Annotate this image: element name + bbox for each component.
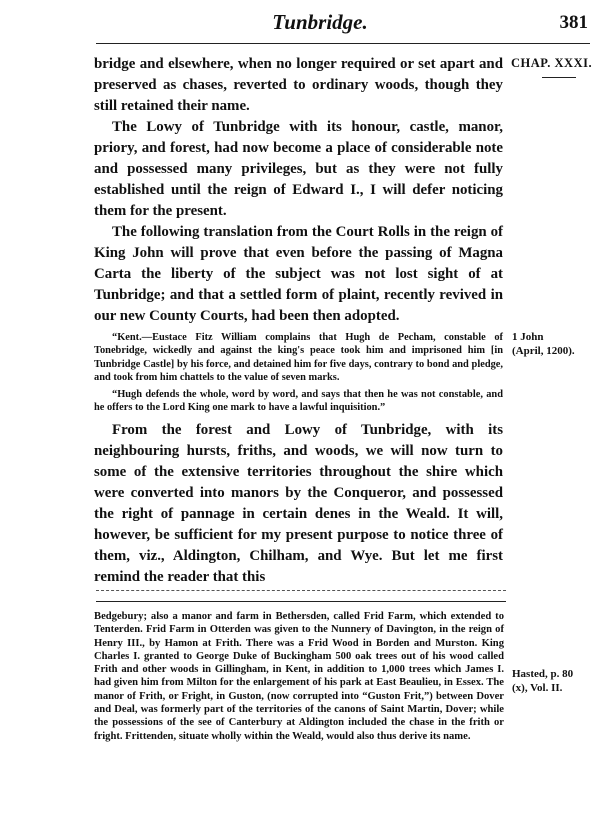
date-line-2: (April, 1200). [512, 345, 575, 357]
paragraph-continued: bridge and elsewhere, when no longer required or set apart and preserved as chases, reverted to ordinary woods, though they still retained their name. [94, 56, 503, 114]
chapter-marginal-note: CHAP. XXXI. [511, 56, 593, 70]
footnote-text: Bedgebury; also a manor and farm in Bethersden, called Frid Farm, which extended to Tenterden. Frid Farm in Otterden was given to the Nunnery of Davington, in the reign of Henry III., by Hamon at Frith. There was a Frid Wood in Borden and Murston. King Charles I. granted to George Duke of Buckingham 500 oak trees out of his wood called Frith and other woods in Gillingham, in Kent, in addition to 1,000 trees which James I. had given him from Milton for the enlargement of his park at East Beaulieu, in Essex. The manor of Frith, or Fright, in Guston, (now corrupted into “Guston Frit,”) between Dover and Deal, was formerly part of the territories of the canons of Saint Martin, Dover; while the possessions of the see of Canterbury at Aldington included the chase in the frith or fright. Frittenden, situate wholly within the Weald, would also thus derive its name. [94, 611, 504, 742]
header-rule [96, 43, 590, 44]
page-number: 381 [559, 12, 588, 33]
reference-line-1: Hasted, p. 80 [512, 668, 574, 680]
date-marginal-note [512, 330, 598, 358]
paragraph-manors: From the forest and Lowy of Tunbridge, with its neighbouring hursts, friths, and woods, we will now turn to some of the extensive territories throughout the shire which were converted into manors by the Conqueror, and possessed the right of pannage in certain denes in the Weald. It will, however, be sufficient for my present purpose to notice three of them, viz., Aldington, Chilham, and Wye. But let me first remind the reader that this [94, 422, 503, 586]
footnote-separator-dashed [96, 590, 506, 591]
paragraph-court-rolls: The following translation from the Court Rolls in the reign of King John will prove that even before the passing of Magna Carta the liberty of the subject was not lost sight of at Tunbridge; and that a settled form of plaint, recently revived in our new County Courts, had been then adopted. [94, 224, 503, 324]
extract-defence: “Hugh defends the whole, word by word, and says that then he was not constable, and he offers to the Lord King one mark to have a lawful inquisition.” [94, 388, 503, 414]
main-text [94, 54, 503, 588]
running-title: Tunbridge. [272, 10, 368, 34]
footnote [94, 610, 504, 743]
date-line-1: 1 John [512, 331, 544, 343]
paragraph-lowy: The Lowy of Tunbridge with its honour, castle, manor, priory, and forest, had now become a place of considerable note and possessed many privileges, but as they were not fully established until the reign of Edward I., I will defer noticing them for the present. [94, 119, 503, 219]
chapter-note-underline [542, 77, 576, 78]
extract-complaint: “Kent.—Eustace Fitz William complains that Hugh de Pecham, constable of Tonebridge, wickedly and against the king's peace took him and imprisoned him [in Tunbridge Castle] by his force, and detained him for five days, contrary to bond and pledge, and took from him chattels to the value of seven marks. [94, 332, 503, 384]
footnote-separator [96, 601, 506, 602]
reference-line-2: (x), Vol. II. [512, 682, 563, 694]
reference-marginal-note [512, 667, 598, 695]
court-roll-extract [94, 331, 503, 414]
